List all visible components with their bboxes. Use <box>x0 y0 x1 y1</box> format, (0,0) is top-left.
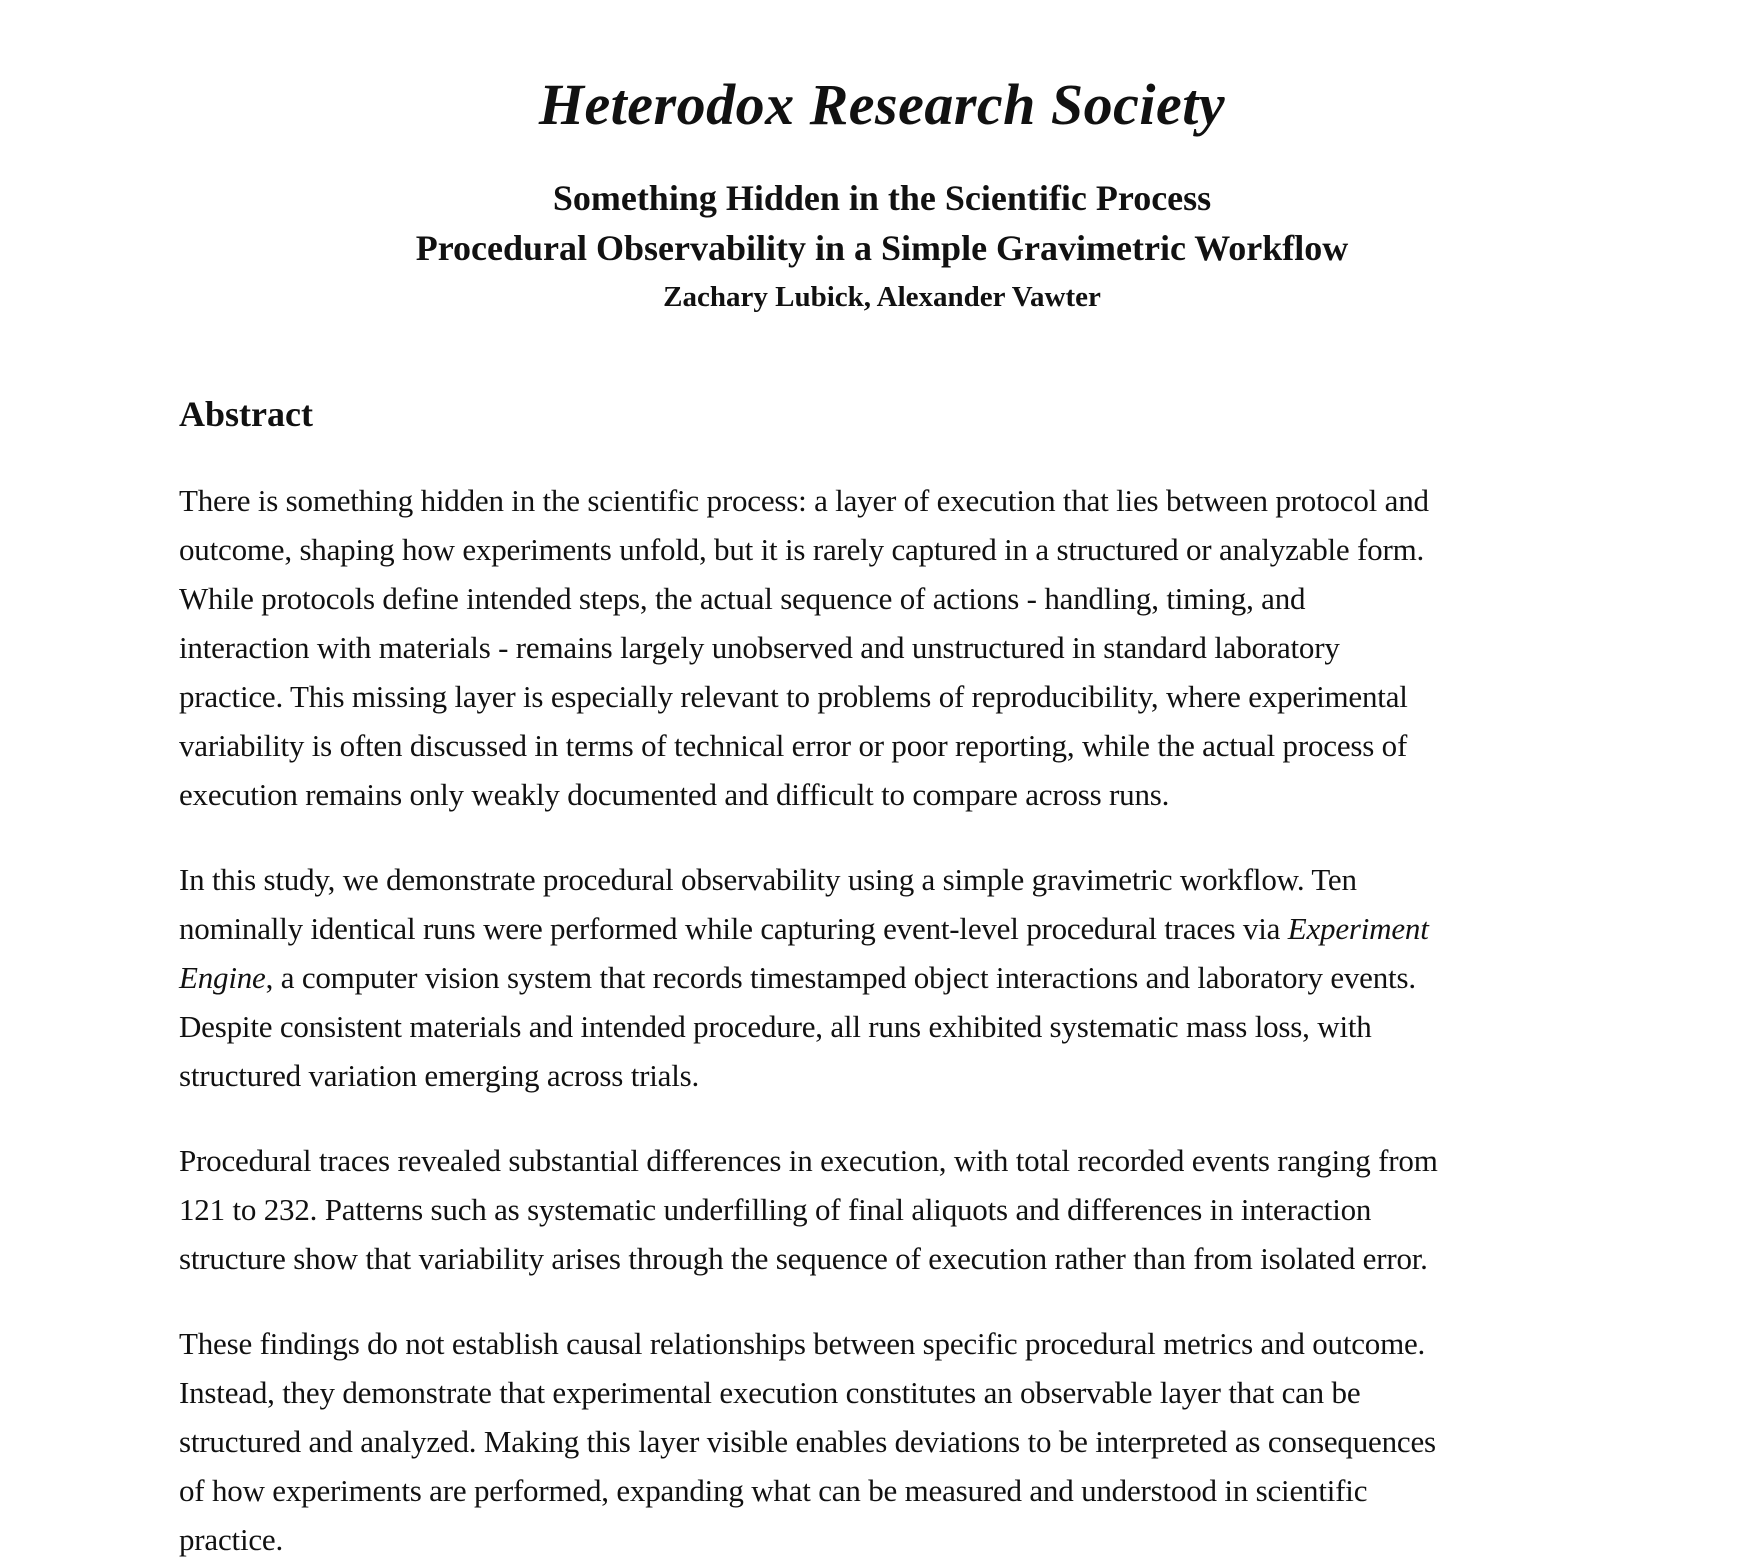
text-line: of how experiments are performed, expanding what can be measured and understood in scientific <box>179 1473 1368 1508</box>
text-line: Despite consistent materials and intended procedure, all runs exhibited systematic mass loss, with <box>179 1009 1372 1044</box>
text-line: While protocols define intended steps, the actual sequence of actions - handling, timing, and <box>179 581 1306 616</box>
text-line: In this study, we demonstrate procedural observability using a simple gravimetric workflow. Ten <box>179 862 1357 897</box>
text-segment: , a computer vision system that records timestamped object interactions and laboratory events. <box>265 960 1416 995</box>
text-line <box>179 904 1609 953</box>
text-line: These findings do not establish causal relationships between specific procedural metrics and outcome. <box>179 1326 1426 1361</box>
system-name-italic: Experiment <box>1287 911 1429 946</box>
text-line: structure show that variability arises through the sequence of execution rather than from isolated error. <box>179 1241 1428 1276</box>
abstract-paragraph-4 <box>179 1319 1609 1564</box>
text-line: Procedural traces revealed substantial differences in execution, with total recorded events ranging from <box>179 1143 1438 1178</box>
abstract-paragraph-2 <box>179 855 1609 1100</box>
text-segment: nominally identical runs were performed while capturing event-level procedural traces via <box>179 911 1288 946</box>
system-name-italic: Engine <box>179 960 266 995</box>
text-line: Instead, they demonstrate that experimental execution constitutes an observable layer that can be <box>179 1375 1361 1410</box>
paper-title: Something Hidden in the Scientific Process <box>552 178 1212 218</box>
abstract-paragraph-1 <box>179 476 1609 819</box>
text-line: practice. <box>179 1522 284 1557</box>
text-line <box>179 953 1609 1002</box>
authors: Zachary Lubick, Alexander Vawter <box>663 281 1101 313</box>
text-line: practice. This missing layer is especially relevant to problems of reproducibility, where experimental <box>179 679 1408 714</box>
text-line: variability is often discussed in terms of technical error or poor reporting, while the actual process of <box>179 728 1408 763</box>
abstract-body <box>179 476 1609 1564</box>
text-line: outcome, shaping how experiments unfold, but it is rarely captured in a structured or analyzable form. <box>179 532 1425 567</box>
text-line: execution remains only weakly documented and difficult to compare across runs. <box>179 777 1170 812</box>
text-line: structured variation emerging across trials. <box>179 1058 700 1093</box>
abstract-heading: Abstract <box>179 394 313 434</box>
text-line: structured and analyzed. Making this layer visible enables deviations to be interpreted as consequences <box>179 1424 1436 1459</box>
text-line: There is something hidden in the scientific process: a layer of execution that lies between protocol and <box>179 483 1429 518</box>
paper-subtitle: Procedural Observability in a Simple Gravimetric Workflow <box>415 228 1349 268</box>
text-line: interaction with materials - remains largely unobserved and unstructured in standard laboratory <box>179 630 1340 665</box>
society-name: Heterodox Research Society <box>538 72 1226 137</box>
abstract-paragraph-3 <box>179 1136 1609 1283</box>
text-line: 121 to 232. Patterns such as systematic underfilling of final aliquots and differences in interaction <box>179 1192 1372 1227</box>
